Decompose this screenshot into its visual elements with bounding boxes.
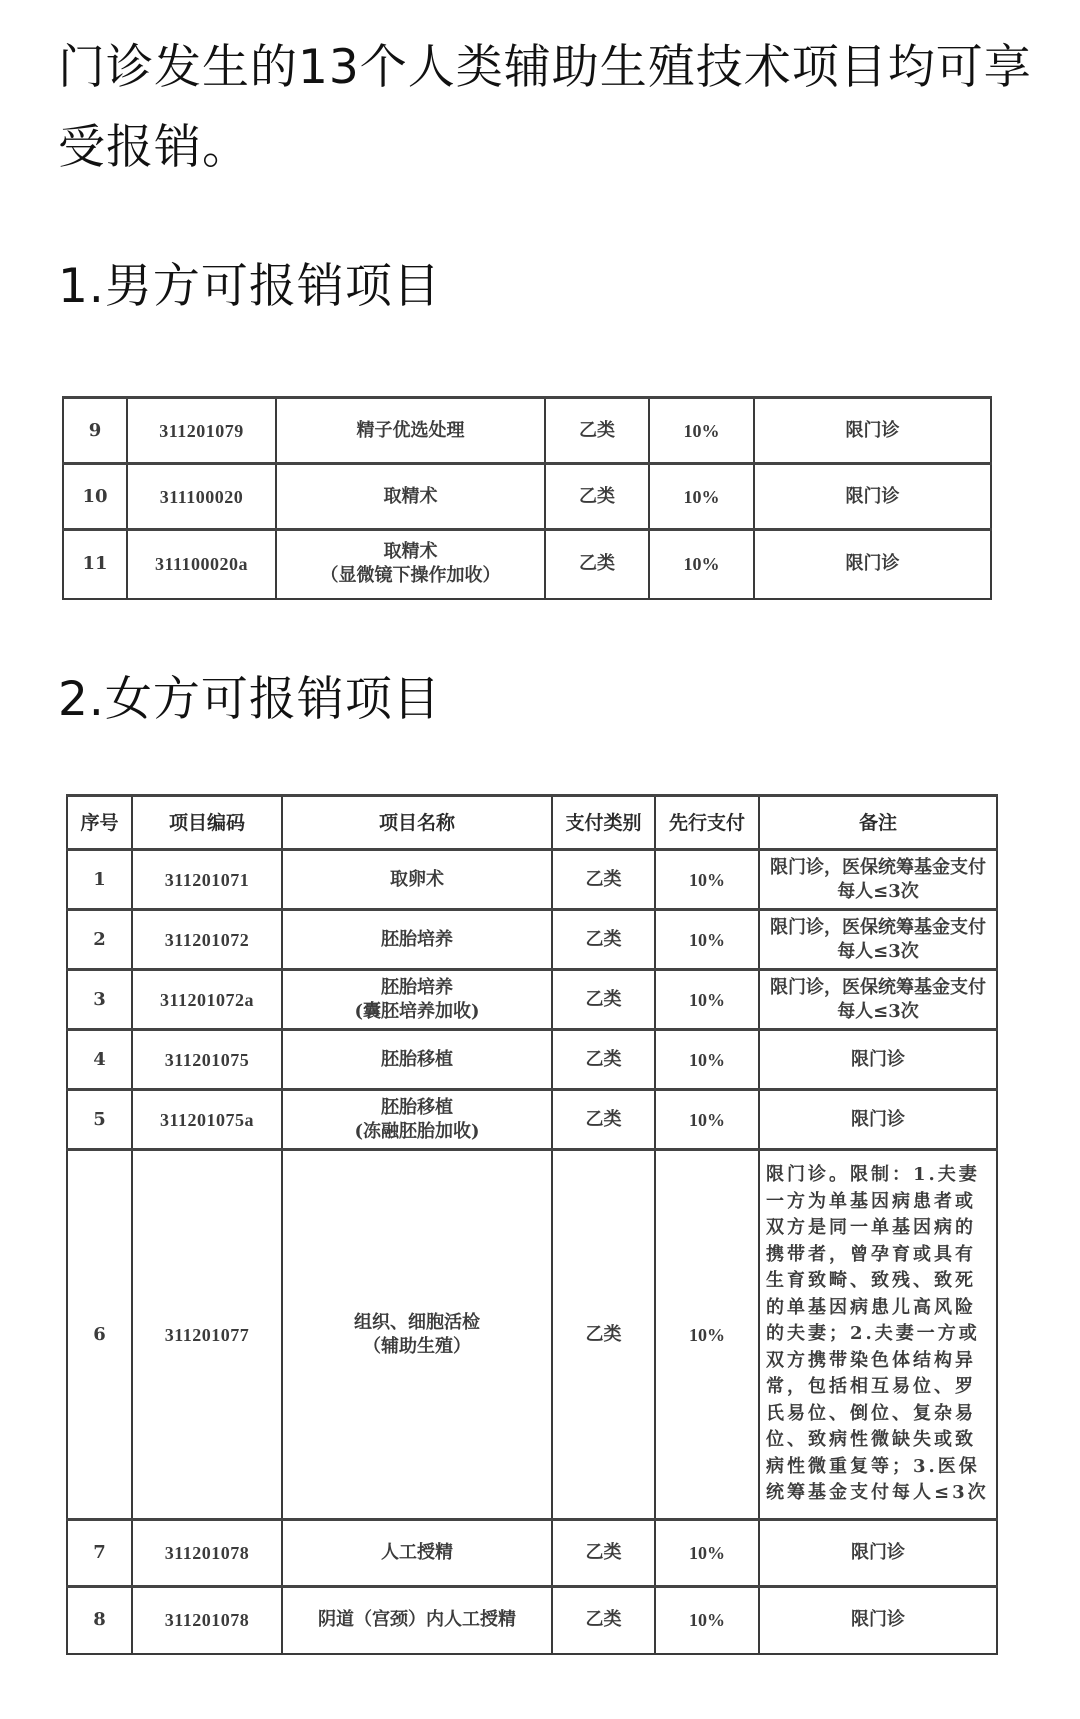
- item-name-sub: (囊胚培养加收): [354, 1000, 480, 1022]
- remark: 限门诊，医保统筹基金支付每人≤3次: [759, 850, 997, 910]
- remark: 限门诊: [754, 530, 991, 599]
- item-code: 311100020: [127, 464, 276, 530]
- payment-category: 乙类: [552, 970, 655, 1030]
- table-header-row: [67, 796, 997, 850]
- item-name-sub: （辅助生殖）: [363, 1335, 471, 1357]
- table-row: [63, 464, 991, 530]
- payment-category: 乙类: [545, 464, 649, 530]
- remark: 限门诊: [759, 1587, 997, 1654]
- remark: 限门诊: [754, 464, 991, 530]
- item-code: 311201075: [132, 1030, 282, 1090]
- prepay-ratio: 10%: [655, 1520, 759, 1587]
- table-row: [67, 1150, 997, 1520]
- table-row: [63, 530, 991, 599]
- item-name: 胚胎移植: [282, 1030, 552, 1090]
- prepay-ratio: 10%: [655, 850, 759, 910]
- item-name: 取精术: [276, 464, 545, 530]
- table-row: [63, 398, 991, 464]
- item-name-cell: [282, 1090, 552, 1150]
- remark: 限门诊: [759, 1030, 997, 1090]
- item-name-cell: [276, 530, 545, 599]
- item-code: 311201072: [132, 910, 282, 970]
- item-name-sub: （显微镜下操作加收）: [320, 565, 501, 587]
- remark: 限门诊，医保统筹基金支付每人≤3次: [759, 910, 997, 970]
- table-row: [67, 850, 997, 910]
- item-name: 取精术: [383, 541, 438, 563]
- table-row: [67, 1587, 997, 1654]
- prepay-ratio: 10%: [655, 1030, 759, 1090]
- payment-category: 乙类: [545, 398, 649, 464]
- remark: 限门诊，医保统筹基金支付每人≤3次: [759, 970, 997, 1030]
- item-name-cell: [282, 1150, 552, 1520]
- table-row: [67, 970, 997, 1030]
- column-header-name: 项目名称: [282, 796, 552, 850]
- table-row: [67, 1090, 997, 1150]
- row-number: 2: [67, 910, 132, 970]
- item-name-cell: [282, 970, 552, 1030]
- prepay-ratio: 10%: [655, 910, 759, 970]
- prepay-ratio: 10%: [655, 1150, 759, 1520]
- female-section-heading: 2.女方可报销项目: [58, 672, 441, 727]
- male-section-heading: 1.男方可报销项目: [58, 259, 441, 314]
- row-number: 5: [67, 1090, 132, 1150]
- male-items-table: [62, 396, 992, 600]
- row-number: 3: [67, 970, 132, 1030]
- row-number: 4: [67, 1030, 132, 1090]
- column-header-number: 序号: [67, 796, 132, 850]
- item-name: 人工授精: [282, 1520, 552, 1587]
- column-header-prepay: 先行支付: [655, 796, 759, 850]
- item-code: 311201078: [132, 1520, 282, 1587]
- item-name: 精子优选处理: [276, 398, 545, 464]
- row-number: 9: [63, 398, 127, 464]
- item-code: 311201077: [132, 1150, 282, 1520]
- item-name-sub: (冻融胚胎加收): [354, 1120, 480, 1142]
- row-number: 10: [63, 464, 127, 530]
- row-number: 6: [67, 1150, 132, 1520]
- item-code: 311201075a: [132, 1090, 282, 1150]
- row-number: 1: [67, 850, 132, 910]
- column-header-code: 项目编码: [132, 796, 282, 850]
- row-number: 8: [67, 1587, 132, 1654]
- payment-category: 乙类: [552, 850, 655, 910]
- prepay-ratio: 10%: [649, 398, 754, 464]
- row-number: 7: [67, 1520, 132, 1587]
- remark: 限门诊: [759, 1090, 997, 1150]
- payment-category: 乙类: [552, 1587, 655, 1654]
- item-name: 胚胎培养: [282, 910, 552, 970]
- payment-category: 乙类: [545, 530, 649, 599]
- row-number: 11: [63, 530, 127, 599]
- payment-category: 乙类: [552, 1150, 655, 1520]
- remark: 限门诊: [759, 1520, 997, 1587]
- payment-category: 乙类: [552, 1520, 655, 1587]
- table-row: [67, 1030, 997, 1090]
- item-name: 阴道（宫颈）内人工授精: [282, 1587, 552, 1654]
- table-row: [67, 910, 997, 970]
- payment-category: 乙类: [552, 1030, 655, 1090]
- prepay-ratio: 10%: [655, 1090, 759, 1150]
- prepay-ratio: 10%: [649, 530, 754, 599]
- column-header-remark: 备注: [759, 796, 997, 850]
- remark: 限门诊。限制：1.夫妻一方为单基因病患者或双方是同一单基因病的携带者，曾孕育或具有生育致畸、致残、致死的单基因病患儿高风险的夫妻；2.夫妻一方或双方携带染色体结构异常，包括相互易位、罗氏易位、倒位、复杂易位、致病性微缺失或致病性微重复等；3.医保统筹基金支付每人≤3次: [759, 1150, 997, 1520]
- prepay-ratio: 10%: [649, 464, 754, 530]
- prepay-ratio: 10%: [655, 970, 759, 1030]
- item-code: 311100020a: [127, 530, 276, 599]
- column-header-category: 支付类别: [552, 796, 655, 850]
- female-items-table: [66, 794, 998, 1655]
- item-name: 胚胎培养: [381, 976, 453, 998]
- payment-category: 乙类: [552, 910, 655, 970]
- item-name: 组织、细胞活检: [354, 1311, 480, 1333]
- item-name: 取卵术: [282, 850, 552, 910]
- item-name: 胚胎移植: [381, 1096, 453, 1118]
- item-code: 311201078: [132, 1587, 282, 1654]
- table-row: [67, 1520, 997, 1587]
- item-code: 311201079: [127, 398, 276, 464]
- payment-category: 乙类: [552, 1090, 655, 1150]
- remark: 限门诊: [754, 398, 991, 464]
- item-code: 311201072a: [132, 970, 282, 1030]
- prepay-ratio: 10%: [655, 1587, 759, 1654]
- item-code: 311201071: [132, 850, 282, 910]
- intro-paragraph: 门诊发生的13个人类辅助生殖技术项目均可享受报销。: [58, 40, 1032, 175]
